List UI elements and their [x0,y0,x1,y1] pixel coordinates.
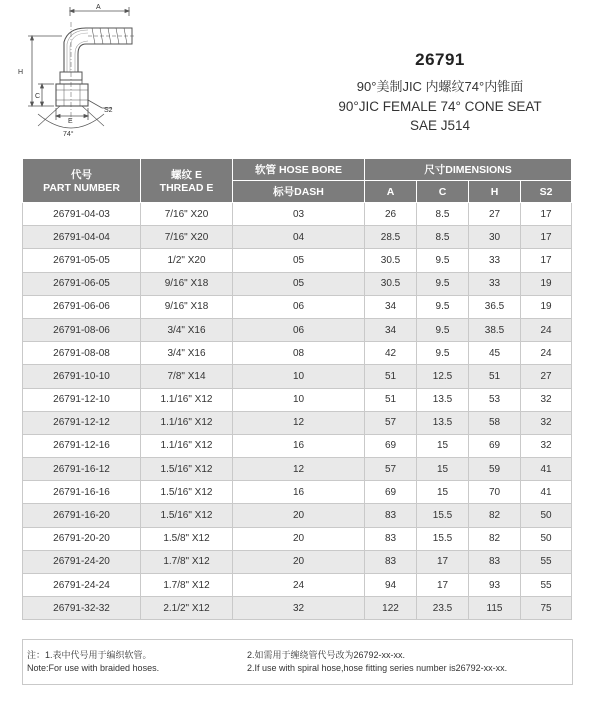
cell-thread: 1.7/8" X12 [141,574,233,597]
cell-a: 51 [365,388,417,411]
cell-a: 69 [365,481,417,504]
cell-dash: 20 [233,527,365,550]
cell-c: 23.5 [417,597,469,620]
cell-h: 59 [469,458,521,481]
cell-c: 17 [417,574,469,597]
part-number-title: 26791 [415,50,465,69]
cell-h: 51 [469,365,521,388]
cell-a: 30.5 [365,249,417,272]
cell-c: 17 [417,550,469,573]
cell-a: 42 [365,342,417,365]
cell-part-number: 26791-16-16 [23,481,141,504]
cell-part-number: 26791-06-06 [23,295,141,318]
cell-dash: 10 [233,388,365,411]
cell-h: 27 [469,203,521,226]
cell-c: 9.5 [417,249,469,272]
cell-c: 15.5 [417,504,469,527]
dim-s2-label: S2 [104,107,113,114]
cell-dash: 03 [233,203,365,226]
fitting-diagram [8,2,138,142]
header-a: A [365,181,417,203]
cell-thread: 1.1/16" X12 [141,411,233,434]
cell-c: 9.5 [417,342,469,365]
table-row [23,574,572,597]
cell-c: 13.5 [417,411,469,434]
cell-a: 51 [365,365,417,388]
cell-dash: 08 [233,342,365,365]
cell-c: 13.5 [417,388,469,411]
cell-h: 33 [469,272,521,295]
header-thread-cn: 螺纹 E [171,169,202,181]
cell-dash: 05 [233,249,365,272]
title-block [300,50,580,133]
header-thread [141,159,233,203]
header-hose-bore: 软管 HOSE BORE [233,159,365,181]
table-row [23,504,572,527]
cell-dash: 20 [233,550,365,573]
cell-c: 8.5 [417,226,469,249]
standard-label: SAE J514 [409,118,471,133]
cone-angle-label: 74° [63,131,74,138]
table-row [23,458,572,481]
cell-part-number: 26791-08-06 [23,318,141,341]
cell-part-number: 26791-24-24 [23,574,141,597]
cell-dash: 06 [233,295,365,318]
cell-dash: 32 [233,597,365,620]
cell-part-number: 26791-10-10 [23,365,141,388]
cell-a: 57 [365,411,417,434]
cell-thread: 7/16" X20 [141,203,233,226]
cell-s2: 75 [521,597,572,620]
cell-h: 70 [469,481,521,504]
cell-part-number: 26791-24-20 [23,550,141,573]
note-2-en: 2.If use with spiral hose,hose fitting series number is26792-xx-xx. [247,663,508,673]
cell-part-number: 26791-32-32 [23,597,141,620]
table-row [23,365,572,388]
table-row [23,272,572,295]
dim-h-label: H [18,69,24,76]
cell-c: 12.5 [417,365,469,388]
cell-h: 33 [469,249,521,272]
header-dimensions: 尺寸DIMENSIONS [365,159,572,181]
cell-h: 82 [469,527,521,550]
cell-a: 69 [365,434,417,457]
cell-c: 8.5 [417,203,469,226]
table-row [23,203,572,226]
note-1-cn: 注：1.表中代号用于编织软管。 [27,650,152,660]
header-part-en: PART NUMBER [43,182,120,194]
table-row [23,434,572,457]
cell-part-number: 26791-16-12 [23,458,141,481]
cell-c: 15.5 [417,527,469,550]
cell-s2: 41 [521,458,572,481]
spec-table [22,158,572,620]
cell-part-number: 26791-12-16 [23,434,141,457]
cell-dash: 16 [233,434,365,457]
cell-s2: 19 [521,295,572,318]
cell-thread: 2.1/2" X12 [141,597,233,620]
title-en: 90°JIC FEMALE 74° CONE SEAT [338,99,542,114]
title-cn: 90°美制JIC 内螺纹74°内锥面 [356,79,524,94]
cell-part-number: 26791-12-12 [23,411,141,434]
cell-h: 53 [469,388,521,411]
header-part-cn: 代号 [71,169,92,181]
cell-thread: 1.1/16" X12 [141,388,233,411]
cell-thread: 7/8" X14 [141,365,233,388]
cell-s2: 55 [521,574,572,597]
table-row [23,318,572,341]
cell-dash: 20 [233,504,365,527]
cell-c: 9.5 [417,295,469,318]
cell-h: 36.5 [469,295,521,318]
cell-part-number: 26791-20-20 [23,527,141,550]
cell-s2: 50 [521,527,572,550]
cell-s2: 55 [521,550,572,573]
header-h: H [469,181,521,203]
cell-c: 9.5 [417,272,469,295]
table-row [23,342,572,365]
cell-h: 82 [469,504,521,527]
cell-s2: 27 [521,365,572,388]
cell-thread: 1.5/16" X12 [141,504,233,527]
cell-c: 9.5 [417,318,469,341]
notes-box [22,639,573,685]
cell-dash: 16 [233,481,365,504]
cell-part-number: 26791-06-05 [23,272,141,295]
cell-h: 45 [469,342,521,365]
cell-dash: 12 [233,411,365,434]
cell-h: 69 [469,434,521,457]
cell-s2: 32 [521,411,572,434]
cell-a: 83 [365,504,417,527]
cell-thread: 3/4" X16 [141,342,233,365]
header-row-1 [23,159,572,181]
cell-h: 115 [469,597,521,620]
cell-s2: 32 [521,388,572,411]
cell-s2: 24 [521,318,572,341]
cell-h: 58 [469,411,521,434]
table-row [23,481,572,504]
cell-a: 34 [365,295,417,318]
cell-part-number: 26791-16-20 [23,504,141,527]
cell-thread: 9/16" X18 [141,295,233,318]
cell-part-number: 26791-12-10 [23,388,141,411]
cell-dash: 06 [233,318,365,341]
table-body [23,203,572,620]
cell-h: 38.5 [469,318,521,341]
cell-thread: 1.7/8" X12 [141,550,233,573]
table-row [23,597,572,620]
cell-thread: 1.5/8" X12 [141,527,233,550]
table-row [23,411,572,434]
table-row [23,226,572,249]
cell-a: 57 [365,458,417,481]
cell-part-number: 26791-08-08 [23,342,141,365]
cell-s2: 19 [521,272,572,295]
cell-a: 34 [365,318,417,341]
cell-thread: 1/2" X20 [141,249,233,272]
dim-e-label: E [68,118,73,125]
table-row [23,388,572,411]
cell-part-number: 26791-04-03 [23,203,141,226]
header-dash: 标号DASH [233,181,365,203]
cell-dash: 05 [233,272,365,295]
cell-dash: 12 [233,458,365,481]
cell-s2: 32 [521,434,572,457]
table-row [23,527,572,550]
header-s2: S2 [521,181,572,203]
cell-a: 26 [365,203,417,226]
header-thread-en: THREAD E [159,182,214,194]
dim-c-label: C [35,93,41,100]
cell-thread: 1.5/16" X12 [141,481,233,504]
cell-thread: 1.1/16" X12 [141,434,233,457]
cell-s2: 17 [521,226,572,249]
cell-h: 30 [469,226,521,249]
cell-s2: 41 [521,481,572,504]
cell-c: 15 [417,458,469,481]
cell-part-number: 26791-04-04 [23,226,141,249]
cell-thread: 9/16" X18 [141,272,233,295]
cell-s2: 17 [521,249,572,272]
cell-a: 28.5 [365,226,417,249]
header-part-number [23,159,141,203]
table-row [23,550,572,573]
cell-s2: 17 [521,203,572,226]
header-c: C [417,181,469,203]
note-2-cn: 2.如需用于缠绕管代号改为26792-xx-xx. [247,650,406,660]
cell-c: 15 [417,434,469,457]
cell-a: 83 [365,527,417,550]
cell-h: 93 [469,574,521,597]
note-1-en: Note:For use with braided hoses. [27,663,160,673]
cell-thread: 3/4" X16 [141,318,233,341]
cell-h: 83 [469,550,521,573]
cell-thread: 1.5/16" X12 [141,458,233,481]
cell-a: 122 [365,597,417,620]
cell-a: 83 [365,550,417,573]
cell-thread: 7/16" X20 [141,226,233,249]
cell-c: 15 [417,481,469,504]
cell-s2: 50 [521,504,572,527]
cell-a: 94 [365,574,417,597]
cell-dash: 10 [233,365,365,388]
cell-dash: 04 [233,226,365,249]
table-row [23,295,572,318]
cell-a: 30.5 [365,272,417,295]
cell-s2: 24 [521,342,572,365]
table-row [23,249,572,272]
cell-dash: 24 [233,574,365,597]
cell-part-number: 26791-05-05 [23,249,141,272]
dim-a-label: A [96,4,101,11]
